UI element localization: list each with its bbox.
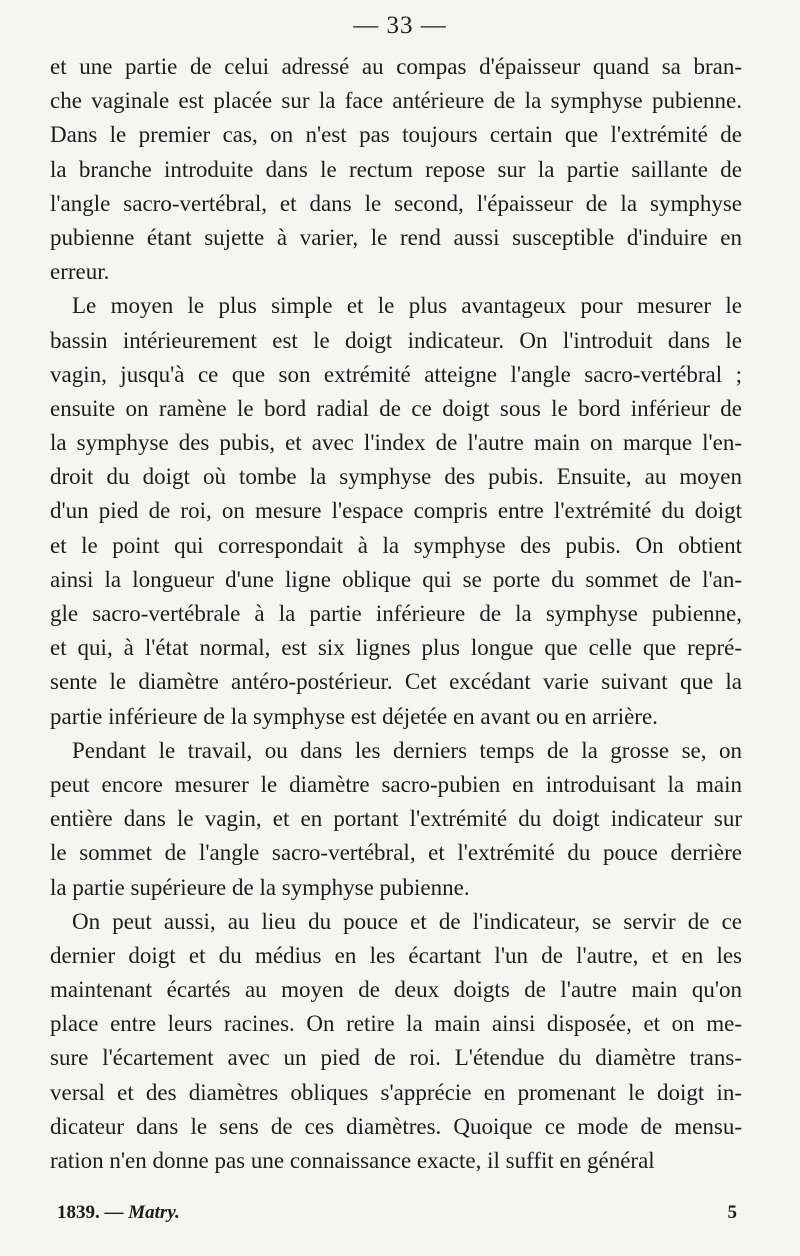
text-line: et une partie de celui adressé au compas d'épaisseur quand sa bran- — [50, 54, 742, 79]
text-line: bassin intérieurement est le doigt indicateur. On l'introduit dans le — [50, 327, 742, 353]
signature-author: Matry. — [128, 1202, 180, 1223]
text-line: droit du doigt où tombe la symphyse des pubis. Ensuite, au moyen — [50, 464, 742, 490]
page-footer — [57, 1202, 737, 1232]
text-line: sente le diamètre antéro-postérieur. Cet excédant varie suivant que la — [50, 669, 742, 695]
text-line: maintenant écartés au moyen de deux doigts de l'autre main qu'on — [50, 977, 742, 1003]
text-line: pubienne étant sujette à varier, le rend aussi susceptible d'induire en — [50, 224, 742, 250]
printer-signature — [57, 1202, 180, 1224]
text-line: la partie supérieure de la symphyse pubienne. — [50, 874, 470, 900]
text-line: sure l'écartement avec un pied de roi. L'étendue du diamètre trans- — [50, 1045, 742, 1071]
text-line: Dans le premier cas, on n'est pas toujours certain que l'extrémité de — [50, 122, 742, 148]
text-line: versal et des diamètres obliques s'apprécie en promenant le doigt in- — [50, 1079, 742, 1105]
text-line: le sommet de l'angle sacro-vertébral, et l'extrémité du pouce derrière — [50, 840, 742, 866]
text-line: l'angle sacro-vertébral, et dans le second, l'épaisseur de la symphyse — [50, 190, 742, 216]
text-line: entière dans le vagin, et en portant l'extrémité du doigt indicateur sur — [50, 806, 742, 832]
text-line: Le moyen le plus simple et le plus avantageux pour mesurer le — [72, 293, 742, 319]
text-line: ensuite on ramène le bord radial de ce doigt sous le bord inférieur de — [50, 395, 742, 421]
signature-year: 1839. — [57, 1202, 100, 1223]
text-line: partie inférieure de la symphyse est déjetée en avant ou en arrière. — [50, 703, 658, 729]
text-line: ainsi la longueur d'une ligne oblique qui se porte du sommet de l'an- — [50, 566, 742, 592]
text-line: On peut aussi, au lieu du pouce et de l'indicateur, se servir de ce — [72, 908, 742, 934]
text-line: la branche introduite dans le rectum repose sur la partie saillante de — [50, 156, 742, 182]
text-line: et qui, à l'état normal, est six lignes plus longue que celle que repré- — [50, 635, 742, 661]
text-line: et le point qui correspondait à la symphyse des pubis. On obtient — [50, 532, 742, 558]
text-line: che vaginale est placée sur la face antérieure de la symphyse pubienne. — [50, 88, 742, 114]
signature-dash: — — [99, 1202, 129, 1223]
text-line: gle sacro-vertébrale à la partie inférieure de la symphyse pubienne, — [50, 601, 742, 626]
text-line: d'un pied de roi, on mesure l'espace compris entre l'extrémité du doigt — [50, 498, 742, 524]
text-line: peut encore mesurer le diamètre sacro-pubien en introduisant la main — [50, 771, 742, 797]
text-line: ration n'en donne pas une connaissance exacte, il suffit en général — [50, 1148, 655, 1173]
sheet-number: 5 — [727, 1202, 737, 1223]
text-line: place entre leurs racines. On retire la main ainsi disposée, et on me- — [50, 1011, 742, 1037]
text-line: dicateur dans le sens de ces diamètres. Quoique ce mode de mensu- — [50, 1113, 742, 1139]
text-line: dernier doigt et du médius en les écartant l'un de l'autre, et en les — [50, 942, 742, 968]
text-line: Pendant le travail, ou dans les derniers temps de la grosse se, on — [72, 737, 742, 763]
text-line: erreur. — [50, 259, 110, 285]
text-line: la symphyse des pubis, et avec l'index de l'autre main on marque l'en- — [50, 430, 742, 456]
text-line: vagin, jusqu'à ce que son extrémité atteigne l'angle sacro-vertébral ; — [50, 361, 742, 387]
page-number: — 33 — — [353, 12, 447, 39]
body-text — [50, 50, 742, 1178]
